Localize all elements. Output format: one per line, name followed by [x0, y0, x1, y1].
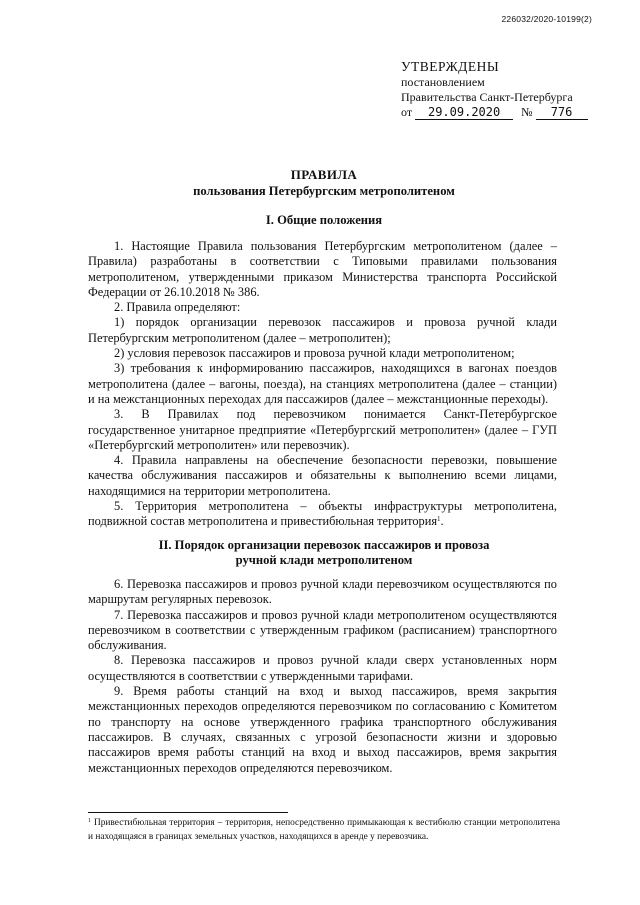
paragraph: 7. Перевозка пассажиров и провоз ручной клади метрополитеном осуществляются перевозчиком в соответствии с утвержденным графиком (расписанием) транспортного обслуживания. [88, 607, 557, 653]
date-prefix: от [401, 105, 413, 119]
section-2-heading-line-2: ручной клади метрополитеном [235, 553, 413, 567]
section-2-heading-line-1: II. Порядок организации перевозок пассажиров и провоза [158, 538, 490, 552]
section-1-heading: I. Общие положения [265, 213, 383, 227]
section-1-body [88, 239, 557, 530]
section-2-heading [90, 538, 558, 568]
paragraph: 3. В Правилах под перевозчиком понимается Санкт-Петербургское государственное унитарное предприятие «Петербургский метрополитен» (далее – ГУП «Петербургский метрополитен» или перевозчик). [88, 407, 557, 452]
footnote-text: Привестибюльная территория – территория, непосредственно примыкающая к вестибюлю станции метрополитена и находящаяся в границах земельных участков, находящихся в аренде у перевозчика. [88, 818, 560, 842]
approval-date: 29.09.2020 [415, 106, 513, 120]
paragraph-text: 5. Территория метрополитена – объекты инфраструктуры метрополитена, подвижной состав метрополитена и привестибюльная территория [88, 499, 557, 529]
paragraph: 8. Перевозка пассажиров и провоз ручной клади сверх установленных норм осуществляются в соответствии с утвержденными тарифами. [88, 653, 557, 683]
paragraph: 1. Настоящие Правила пользования Петербургским метрополитеном (далее – Правила) разработаны в соответствии с Типовыми правилами пользования метрополитеном, утвержденными приказом Министерства транспорта Российской Федерации от 26.10.2018 № 386. [88, 239, 557, 299]
approval-number: 776 [536, 106, 588, 120]
section-2-body [88, 577, 557, 776]
document-title: ПРАВИЛА [290, 167, 358, 182]
footnote-number: 1 [88, 818, 91, 824]
number-prefix: № [521, 105, 533, 119]
paragraph: 4. Правила направлены на обеспечение безопасности перевозки, повышение качества обслуживания пассажиров и обязательны к выполнению всеми лицами, находящимися на территории метрополитена. [88, 453, 557, 498]
paragraph: 3) требования к информированию пассажиров, находящихся в вагонах поездов метрополитена (далее – вагоны, поезда), на станциях метрополитена (далее – станции) и на межстанционных переходах для пассажиров (далее – межстанционные переходы). [88, 361, 557, 406]
approval-resolution: постановлением [401, 75, 485, 89]
approval-title: УТВЕРЖДЕНЫ [401, 59, 500, 74]
document-number: 226032/2020-10199(2) [501, 14, 592, 24]
paragraph-end: . [440, 514, 444, 529]
paragraph: 1) порядок организации перевозок пассажиров и провоза ручной клади Петербургским метрополитеном (далее – метрополитен); [88, 315, 557, 345]
approval-date-line [401, 105, 601, 120]
paragraph: 9. Время работы станций на вход и выход пассажиров, время закрытия межстанционных переходов определяются перевозчиком по согласованию с Комитетом по транспорту на основе утвержденного графика транспортного обслуживания пассажиров. В случаях, связанных с угрозой безопасности жизни и здоровью пассажиров время работы станций на вход и выход пассажиров, время закрытия межстанционных переходов определяются перевозчиком. [88, 684, 557, 775]
paragraph: 2. Правила определяют: [114, 300, 241, 315]
footnote-mark: 1 [437, 515, 441, 524]
approval-block [401, 58, 601, 120]
paragraph: 2) условия перевозок пассажиров и провоза ручной клади метрополитеном; [114, 346, 515, 361]
paragraph [88, 499, 557, 530]
approval-government: Правительства Санкт-Петербурга [401, 90, 573, 104]
document-subtitle: пользования Петербургским метрополитеном [193, 184, 455, 198]
paragraph: 6. Перевозка пассажиров и провоз ручной клади перевозчиком осуществляются по маршрутам регулярных перевозок. [88, 577, 557, 607]
footnote-divider [88, 812, 288, 813]
footnote [88, 816, 560, 844]
